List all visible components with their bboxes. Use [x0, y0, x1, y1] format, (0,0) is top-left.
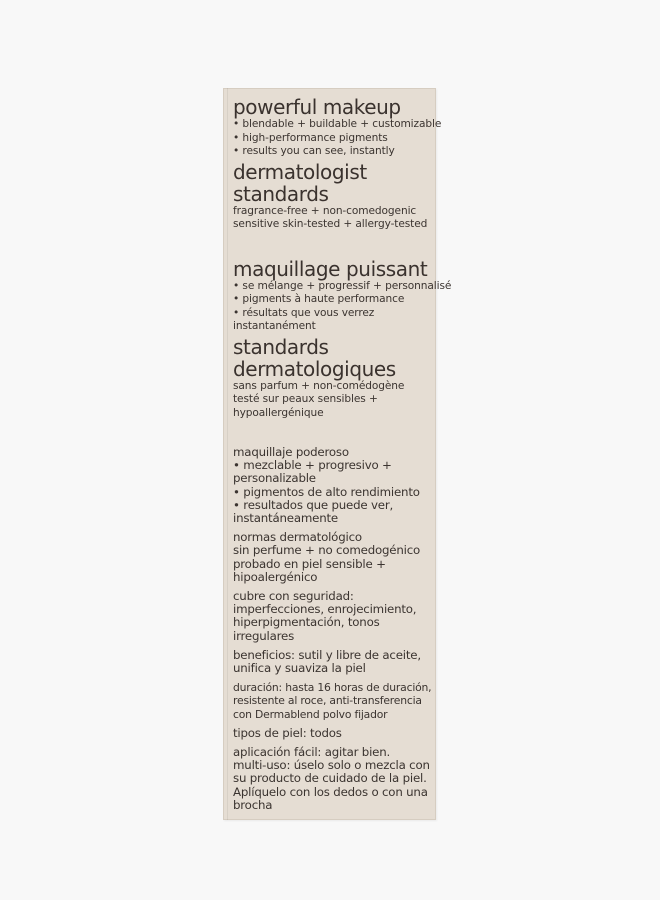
es-line: personalizable — [233, 471, 316, 486]
fr-bullet: • pigments à haute performance — [233, 293, 405, 305]
fr-standards-line: sans parfum + non-comédogène — [233, 379, 405, 392]
es-line: • pigmentos de alto rendimiento — [233, 484, 420, 499]
es-line: normas dermatológico — [233, 530, 362, 545]
fr-bullet: instantanément — [233, 320, 316, 332]
es-line: sin perfume + no comedogénico — [233, 543, 421, 558]
es-line: tipos de piel: todos — [233, 725, 342, 740]
es-line: unifica y suaviza la piel — [233, 661, 366, 676]
es-line: instantáneamente — [233, 511, 338, 526]
es-line: hiperpigmentación, tonos — [233, 615, 380, 630]
es-line: probado en piel sensible + — [233, 556, 386, 571]
fr-bullet: • résultats que vous verrez — [233, 306, 375, 319]
es-line: resistente al roce, anti-transferencia — [233, 694, 422, 708]
en-standards-line: sensitive skin-tested + allergy-tested — [233, 218, 428, 230]
en-standards-line: fragrance-free + non-comedogenic — [233, 204, 417, 217]
fr-standards-line: testé sur peaux sensibles + — [233, 393, 378, 405]
es-line: • mezclable + progresivo + — [233, 458, 392, 473]
en-standards-title: dermatologist — [233, 159, 367, 184]
english-section — [233, 95, 442, 232]
fr-title: maquillage puissant — [233, 256, 428, 281]
es-line: con Dermablend polvo fijador — [233, 707, 388, 721]
fr-standards-title: standards — [233, 334, 329, 359]
es-line: duración: hasta 16 horas de duración, — [233, 681, 432, 695]
french-section — [233, 256, 452, 421]
en-bullet: • blendable + buildable + customizable — [233, 118, 442, 130]
es-line: maquillaje poderoso — [233, 445, 349, 459]
en-standards-title: standards — [233, 181, 329, 206]
es-line: hipoalergénico — [233, 569, 318, 584]
es-line: brocha — [233, 797, 273, 812]
en-bullet: • results you can see, instantly — [233, 145, 395, 157]
es-line: imperfecciones, enrojecimiento, — [233, 602, 417, 617]
es-line: su producto de cuidado de la piel. — [233, 771, 427, 786]
es-line: Aplíquelo con los dedos o con una — [233, 784, 428, 799]
product-box-panel — [223, 88, 452, 820]
en-bullet: • high-performance pigments — [233, 131, 388, 144]
es-line: beneficios: sutil y libre de aceite, — [233, 647, 421, 662]
es-line: • resultados que puede ver, — [233, 497, 394, 512]
fr-bullet: • se mélange + progressif + personnalisé — [233, 279, 452, 292]
en-title: powerful makeup — [233, 95, 401, 119]
es-line: irregulares — [233, 628, 295, 643]
spanish-section — [233, 446, 436, 812]
es-line: multi-uso: úselo solo o mezcla con — [233, 758, 430, 773]
es-line: cubre con seguridad: — [233, 589, 354, 604]
fr-standards-title: dermatologiques — [233, 356, 396, 381]
es-line: aplicación fácil: agitar bien. — [233, 745, 391, 760]
fr-standards-line: hypoallergénique — [233, 406, 324, 419]
